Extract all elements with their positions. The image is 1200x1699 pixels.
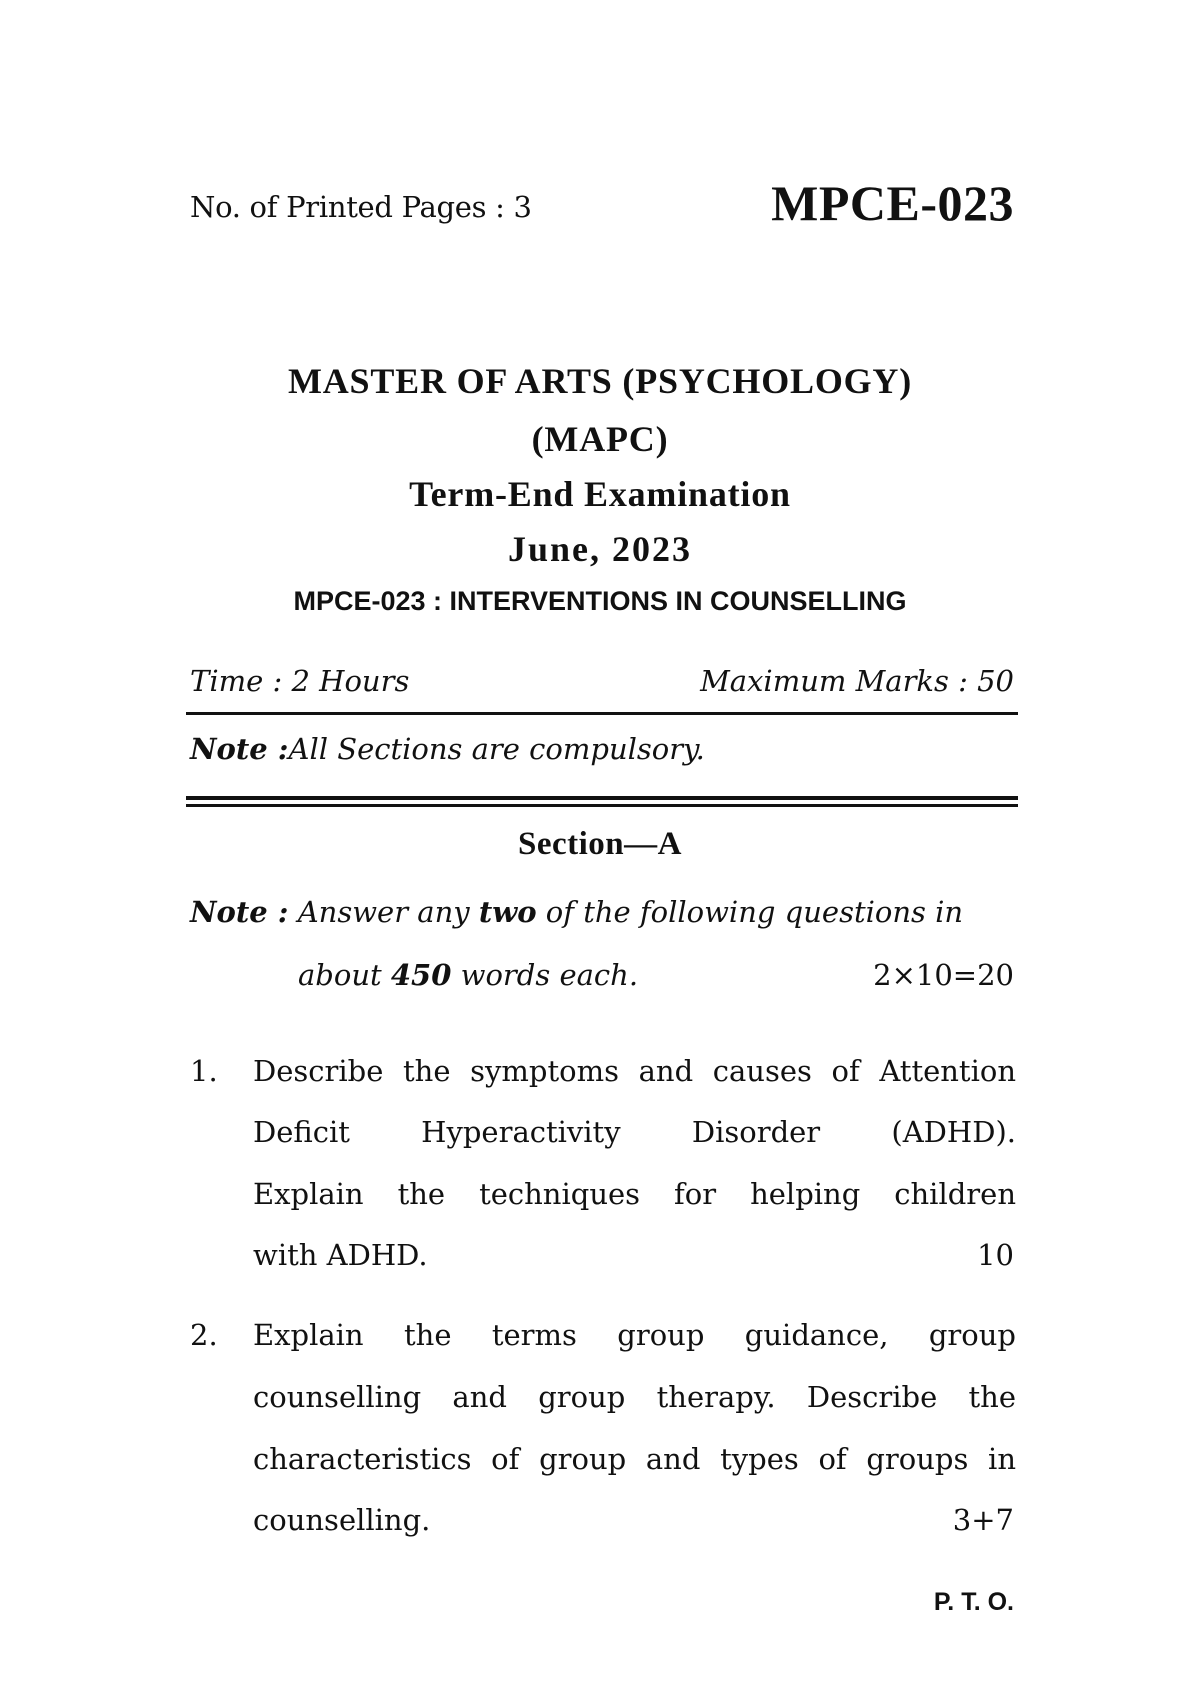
question-text-line: Explain the terms group guidance, group bbox=[253, 1318, 1016, 1352]
section-note-label: Note : bbox=[190, 895, 289, 929]
time-allowed: Time : 2 Hours bbox=[190, 664, 410, 698]
section-note-text-1: Answer any bbox=[288, 895, 479, 929]
exam-type: Term-End Examination bbox=[409, 474, 791, 514]
double-rule-bottom bbox=[186, 804, 1018, 807]
section-note-count: two bbox=[478, 895, 537, 929]
question-marks: 10 bbox=[977, 1238, 1014, 1272]
section-note-text-2: of the following questions in bbox=[536, 895, 964, 929]
course-code-header: MPCE-023 bbox=[771, 175, 1014, 231]
section-note-text-3: about bbox=[298, 958, 391, 992]
question-number: 2. bbox=[190, 1318, 218, 1352]
program-title: MASTER OF ARTS (PSYCHOLOGY) bbox=[287, 361, 913, 401]
question-text-line: characteristics of group and types of groups in bbox=[253, 1442, 1016, 1476]
section-heading: Section—A bbox=[518, 826, 682, 862]
double-rule-top bbox=[186, 796, 1018, 800]
divider-rule bbox=[186, 712, 1018, 715]
section-note-continued bbox=[298, 958, 638, 992]
question-marks: 3+7 bbox=[952, 1503, 1014, 1537]
general-note-text: All Sections are compulsory. bbox=[288, 732, 705, 766]
general-note bbox=[190, 732, 705, 766]
printed-pages-label: No. of Printed Pages : 3 bbox=[190, 190, 532, 224]
question-text-line: counselling and group therapy. Describe the bbox=[253, 1380, 1016, 1414]
question-number: 1. bbox=[190, 1054, 218, 1088]
question-text-line: with ADHD. bbox=[253, 1238, 428, 1272]
please-turn-over: P. T. O. bbox=[933, 1588, 1014, 1616]
exam-session: June, 2023 bbox=[507, 529, 693, 569]
section-note bbox=[190, 895, 963, 929]
section-note-text-4: words each. bbox=[451, 958, 639, 992]
program-code: (MAPC) bbox=[531, 419, 669, 459]
question-text-line: Describe the symptoms and causes of Attention bbox=[253, 1054, 1016, 1088]
question-text-line: counselling. bbox=[253, 1503, 431, 1537]
section-marks: 2×10=20 bbox=[873, 958, 1014, 992]
section-note-words: 450 bbox=[390, 958, 452, 992]
general-note-label: Note : bbox=[190, 732, 289, 766]
question-text-line: Deficit Hyperactivity Disorder (ADHD). bbox=[253, 1115, 1016, 1149]
maximum-marks: Maximum Marks : 50 bbox=[700, 664, 1014, 698]
question-text-line: Explain the techniques for helping children bbox=[253, 1177, 1016, 1211]
course-title: MPCE-023 : INTERVENTIONS IN COUNSELLING bbox=[293, 586, 907, 616]
